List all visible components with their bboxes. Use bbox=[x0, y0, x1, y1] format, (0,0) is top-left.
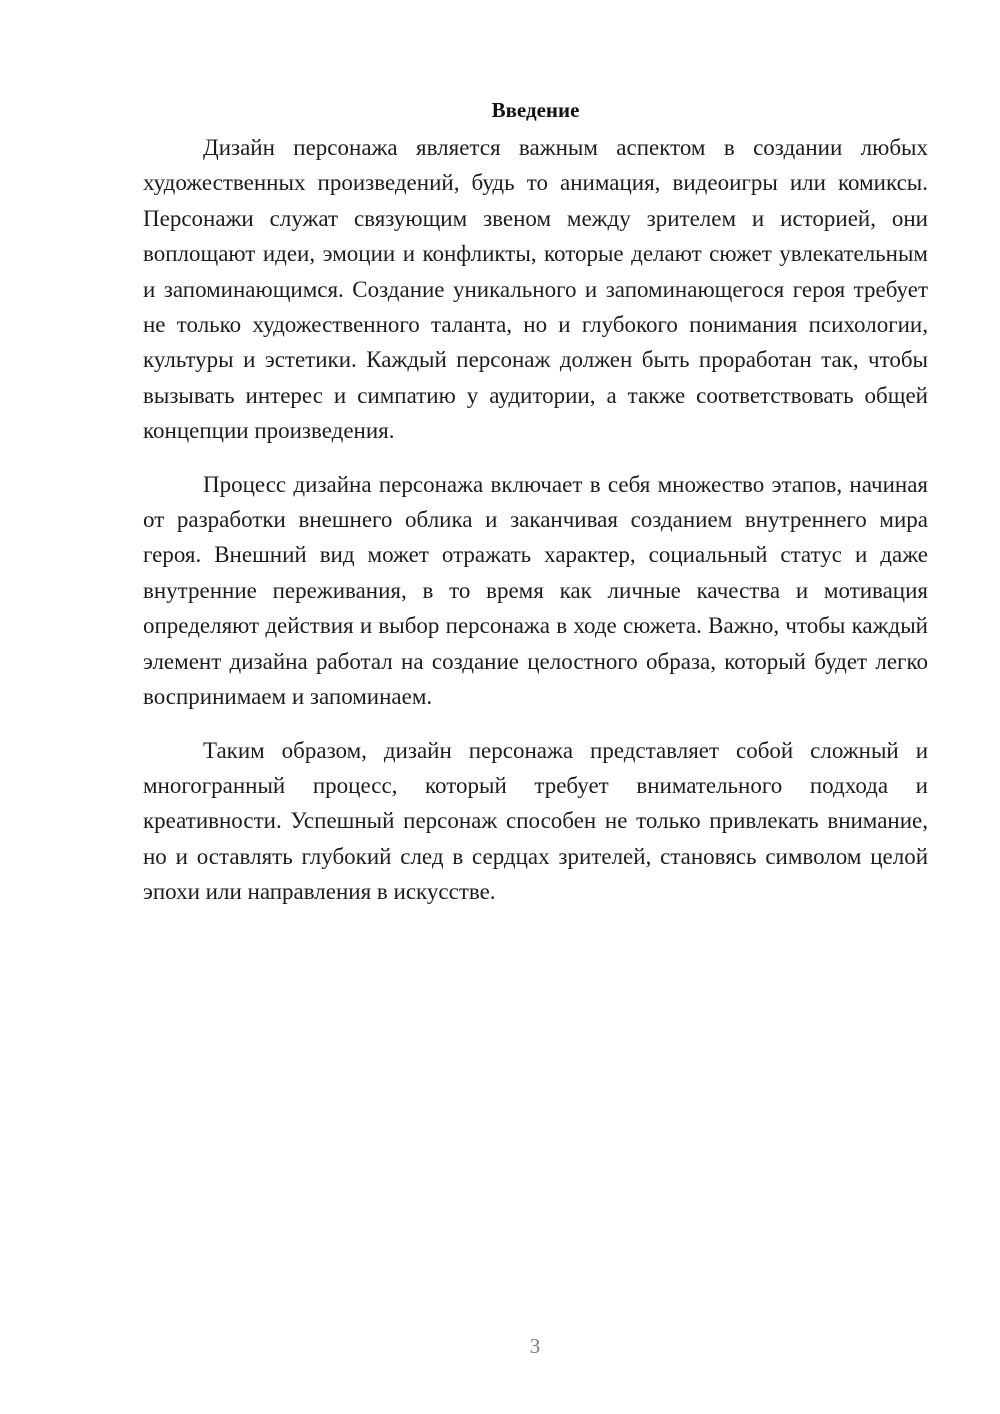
paragraph-2: Процесс дизайна персонажа включает в себя множество этапов, начиная от разработки внешнего облика и заканчивая созданием внутреннего мира героя. Внешний вид может отражать характер, социальный статус и даже внутренние переживания, в то время как личные качества и мотивация определяют действия и выбор персонажа в ходе сюжета. Важно, чтобы каждый элемент дизайна работал на создание целостного образа, который будет легко воспринимаем и запоминаем. bbox=[143, 471, 928, 710]
paragraph-3: Таким образом, дизайн персонажа представляет собой сложный и многогранный процесс, который требует внимательного подхода и креативности. Успешный персонаж способен не только привлекать внимание, но и оставлять глубокий след в сердцах зрителей, становясь символом целой эпохи или направления в искусстве. bbox=[143, 737, 928, 905]
paragraph-1: Дизайн персонажа является важным аспектом в создании любых художественных произведений, будь то анимация, видеоигры или комиксы. Персонажи служат связующим звеном между зрителем и историей, они воплощают идеи, эмоции и конфликты, которые делают сюжет увлекательным и запоминающимся. Создание уникального и запоминающегося героя требует не только художественного таланта, но и глубокого понимания психологии, культуры и эстетики. Каждый персонаж должен быть проработан так, чтобы вызывать интерес и симпатию у аудитории, а также соответствовать общей концепции произведения. bbox=[143, 135, 928, 444]
page-content bbox=[143, 92, 928, 928]
page-number: 3 bbox=[529, 1334, 541, 1358]
section-heading: Введение bbox=[491, 98, 580, 122]
